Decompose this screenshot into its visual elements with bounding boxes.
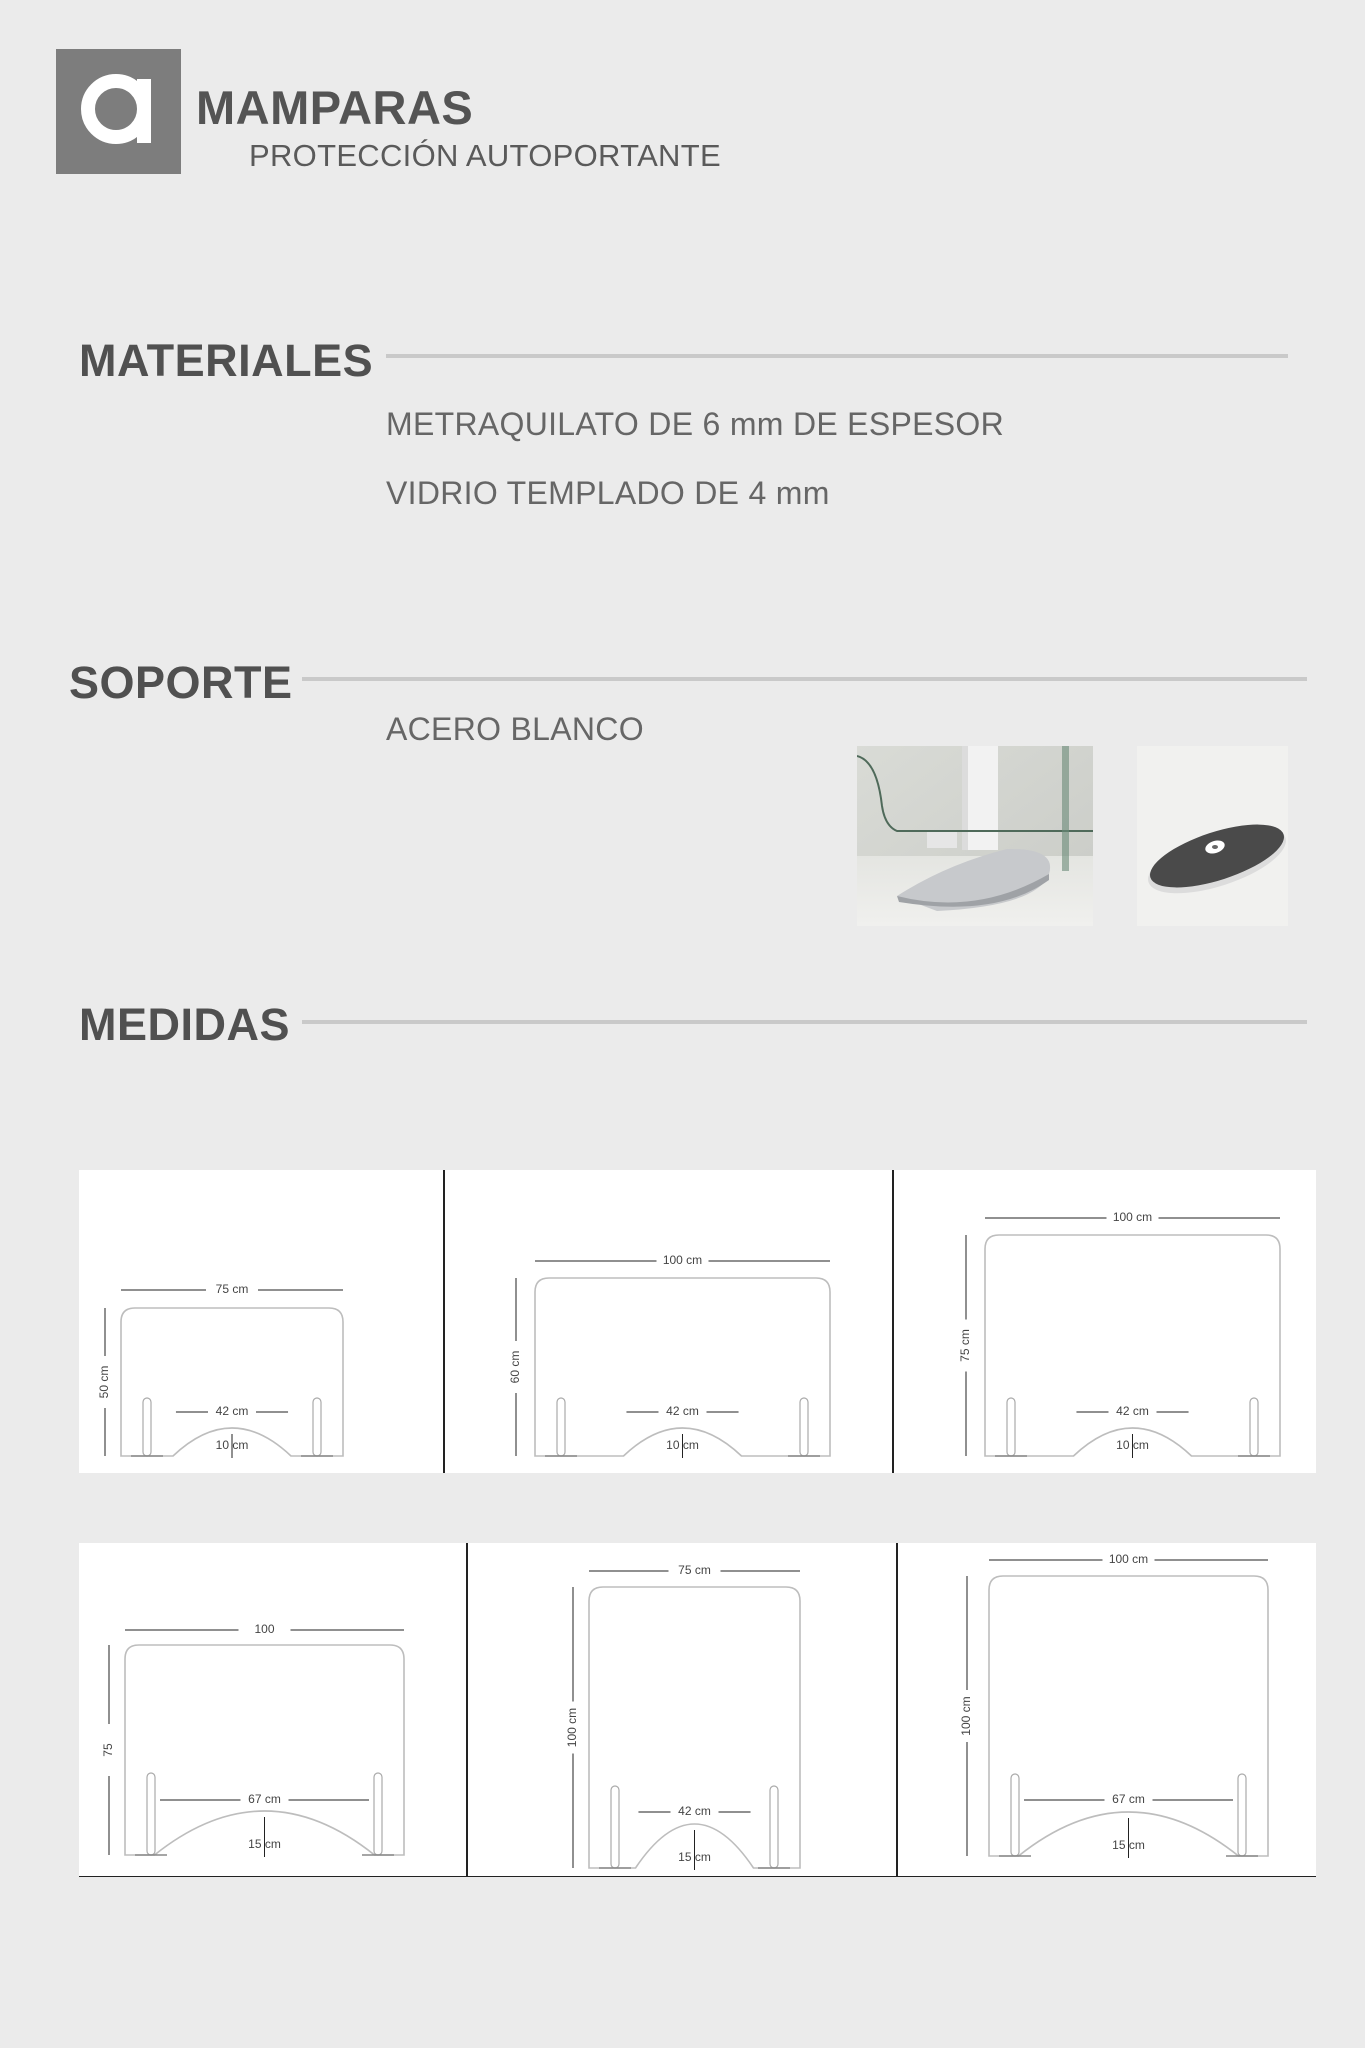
material-item: METRAQUILATO DE 6 mm DE ESPESOR bbox=[386, 406, 1005, 442]
support-foot bbox=[770, 1786, 778, 1868]
section-title-medidas: MEDIDAS bbox=[79, 999, 291, 1050]
panel-outline bbox=[589, 1587, 800, 1868]
width-label: 75 cm bbox=[678, 1563, 711, 1578]
depth-label: 15 cm bbox=[678, 1850, 711, 1865]
width-label: 100 cm bbox=[1112, 1210, 1153, 1225]
support-foot bbox=[1007, 1398, 1015, 1456]
page-title: MAMPARAS bbox=[196, 81, 474, 134]
support-foot bbox=[557, 1398, 565, 1456]
height-label: 100 cm bbox=[565, 1707, 580, 1748]
support-foot bbox=[374, 1773, 382, 1855]
page-subtitle: PROTECCIÓN AUTOPORTANTE bbox=[249, 138, 721, 173]
support-foot bbox=[147, 1773, 155, 1855]
soporte-item: ACERO BLANCO bbox=[386, 711, 644, 747]
height-label: 60 cm bbox=[508, 1350, 523, 1384]
width-label: 100 cm bbox=[662, 1253, 703, 1268]
support-foot bbox=[1250, 1398, 1258, 1456]
gap-label: 42 cm bbox=[215, 1404, 249, 1419]
panel-outline bbox=[121, 1308, 343, 1456]
support-foot bbox=[313, 1398, 321, 1456]
depth-label: 10 cm bbox=[1116, 1438, 1149, 1453]
panel-outline bbox=[989, 1576, 1268, 1856]
support-foot bbox=[1238, 1774, 1246, 1856]
width-label: 100 bbox=[254, 1622, 275, 1637]
depth-label: 10 cm bbox=[666, 1438, 699, 1453]
depth-label: 15 cm bbox=[248, 1837, 281, 1852]
depth-label: 15 cm bbox=[1112, 1838, 1145, 1853]
height-label: 50 cm bbox=[97, 1365, 112, 1399]
gap-label: 42 cm bbox=[678, 1804, 711, 1819]
support-foot bbox=[611, 1786, 619, 1868]
panel-outline bbox=[535, 1278, 830, 1456]
height-label: 75 bbox=[101, 1743, 116, 1757]
gap-label: 42 cm bbox=[666, 1404, 699, 1419]
gap-label: 42 cm bbox=[1116, 1404, 1149, 1419]
width-label: 75 cm bbox=[215, 1282, 249, 1297]
material-item: VIDRIO TEMPLADO DE 4 mm bbox=[386, 475, 830, 511]
gap-label: 67 cm bbox=[1112, 1792, 1145, 1807]
width-label: 100 cm bbox=[1108, 1552, 1149, 1567]
height-label: 75 cm bbox=[958, 1329, 973, 1362]
gap-label: 67 cm bbox=[248, 1792, 281, 1807]
section-title-soporte: SOPORTE bbox=[69, 657, 293, 708]
panel-outline bbox=[985, 1235, 1280, 1456]
support-foot bbox=[143, 1398, 151, 1456]
support-foot bbox=[1011, 1774, 1019, 1856]
support-foot bbox=[800, 1398, 808, 1456]
height-label: 100 cm bbox=[959, 1696, 974, 1736]
depth-label: 10 cm bbox=[215, 1438, 249, 1453]
section-title-materiales: MATERIALES bbox=[79, 335, 374, 386]
